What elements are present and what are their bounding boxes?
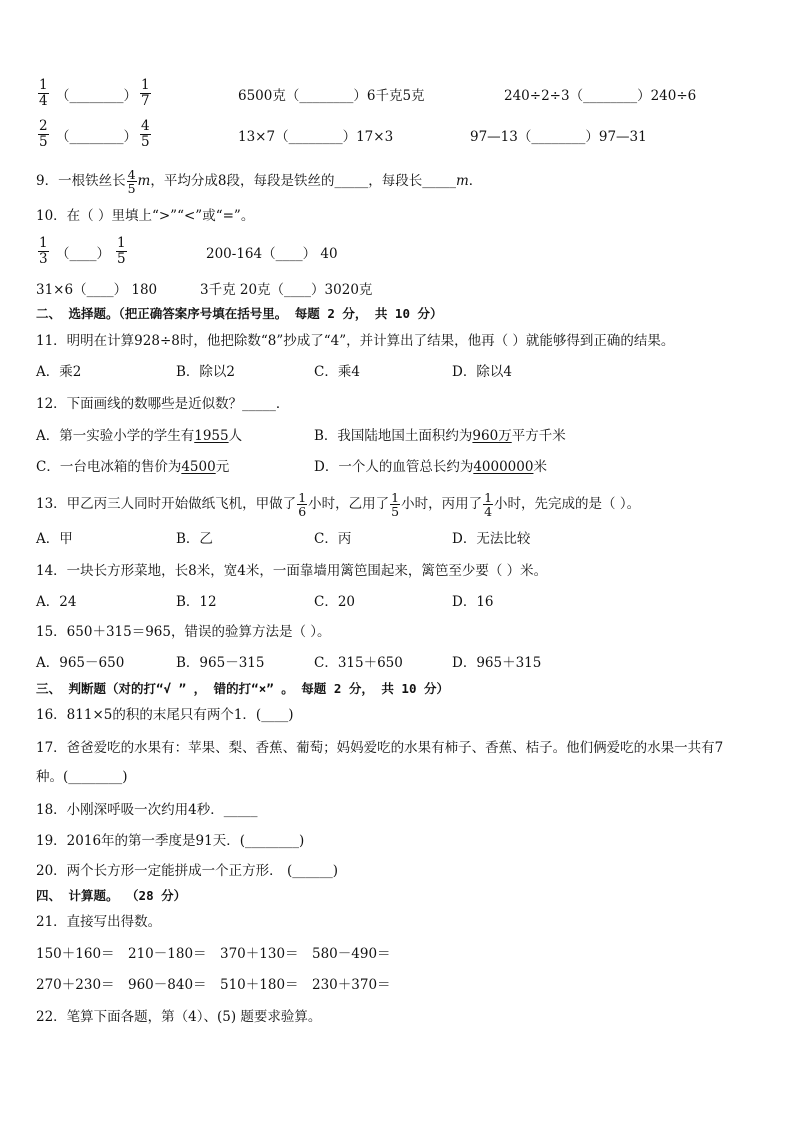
question-22-stem: 22．笔算下面各题，第（4）、(5) 题要求验算。 bbox=[36, 1009, 322, 1025]
fraction-4-5: $\frac{4}{5}$ bbox=[141, 118, 150, 150]
section-4-heading: 四、 计算题。 （28 分） bbox=[36, 888, 187, 903]
question-18[interactable]: 18．小刚深呼吸一次约用4秒．_____ bbox=[36, 802, 258, 818]
q15-option-d[interactable]: D．965＋315 bbox=[452, 655, 542, 671]
q15-option-c[interactable]: C．315＋650 bbox=[314, 655, 403, 671]
fraction-1-5: $\frac{1}{5}$ bbox=[117, 235, 126, 267]
q8-compare-multiply[interactable]: 13×7（________）17×3 bbox=[238, 129, 394, 145]
q11-option-b[interactable]: B．除以2 bbox=[176, 364, 236, 380]
q21-r1-c2[interactable]: 210－180＝ bbox=[128, 946, 207, 962]
question-9: 9．一根铁丝长 $\frac{4}{5}$ m，平均分成8段，每段是铁丝的_____，每段长_____m． bbox=[36, 167, 483, 196]
q12-option-a[interactable]: A．第一实验小学的学生有1955人 bbox=[36, 428, 243, 444]
q21-r2-c3[interactable]: 510＋180＝ bbox=[220, 977, 299, 993]
fraction-4-5-inline: $\frac{4}{5}$ bbox=[127, 167, 136, 196]
q12-option-d[interactable]: D．一个人的血管总长约为4000000米 bbox=[314, 459, 547, 475]
question-15-stem: 15．650＋315＝965，错误的验算方法是（ ）。 bbox=[36, 624, 331, 640]
q11-option-a[interactable]: A．乘2 bbox=[36, 364, 82, 380]
q8-compare-division[interactable]: 240÷2÷3（________）240÷6 bbox=[504, 88, 697, 104]
question-16[interactable]: 16．811×5的积的末尾只有两个1．(____) bbox=[36, 707, 294, 723]
section-3-heading: 三、 判断题（对的打“√ ” ， 错的打“×” 。 每题 2 分， 共 10 分） bbox=[36, 681, 450, 696]
fraction-1-4: $\frac{1}{4}$ bbox=[39, 77, 48, 109]
fraction-2-5: $\frac{2}{5}$ bbox=[39, 118, 48, 150]
section-2-heading: 二、 选择题。（把正确答案序号填在括号里。 每题 2 分， 共 10 分） bbox=[36, 306, 443, 321]
question-13-stem: 13．甲乙丙三人同时开始做纸飞机，甲做了 $\frac{1}{6}$ 小时，乙用了 $\frac{1}{5}$ 小时，丙用了 $\frac{1}{4}$ 小时，先完成的是（ ）。 bbox=[36, 490, 641, 519]
q12-option-b[interactable]: B．我国陆地国土面积约为960万平方千米 bbox=[314, 428, 566, 444]
q8-compare-weight[interactable]: 6500克（________）6千克5克 bbox=[238, 88, 425, 104]
q12-option-c[interactable]: C．一台电冰箱的售价为4500元 bbox=[36, 459, 230, 475]
q11-option-c[interactable]: C．乘4 bbox=[314, 364, 360, 380]
fraction-1-3: $\frac{1}{3}$ bbox=[39, 235, 48, 267]
question-21-stem: 21．直接写出得数。 bbox=[36, 914, 162, 930]
q13-option-b[interactable]: B．乙 bbox=[176, 531, 213, 547]
q8-blank-1[interactable]: （________） bbox=[56, 88, 137, 104]
q10-blank-1[interactable]: （____） bbox=[56, 246, 110, 262]
q21-r1-c4[interactable]: 580－490＝ bbox=[312, 946, 391, 962]
fraction-1-5-inline: $\frac{1}{5}$ bbox=[391, 490, 400, 519]
q13-option-c[interactable]: C．丙 bbox=[314, 531, 352, 547]
question-17-line-1: 17．爸爸爱吃的水果有：苹果、梨、香蕉、葡萄；妈妈爱吃的水果有柿子、香蕉、桔子。他们俩爱吃的水果一共有7 bbox=[36, 740, 724, 756]
q21-r2-c2[interactable]: 960－840＝ bbox=[128, 977, 207, 993]
fraction-1-7: $\frac{1}{7}$ bbox=[141, 77, 150, 109]
q15-option-a[interactable]: A．965－650 bbox=[36, 655, 125, 671]
fraction-1-6-inline: $\frac{1}{6}$ bbox=[298, 490, 307, 519]
q10-compare-weight[interactable]: 3千克 20克（____）3020克 bbox=[200, 282, 373, 298]
q8-blank-2[interactable]: （________） bbox=[56, 129, 137, 145]
q13-option-d[interactable]: D．无法比较 bbox=[452, 531, 531, 547]
question-20[interactable]: 20．两个长方形一定能拼成一个正方形． (______) bbox=[36, 863, 339, 879]
q10-compare-subtract[interactable]: 200-164（____） 40 bbox=[206, 246, 338, 262]
q21-r2-c4[interactable]: 230＋370＝ bbox=[312, 977, 391, 993]
q21-r2-c1[interactable]: 270＋230＝ bbox=[36, 977, 115, 993]
q14-option-d[interactable]: D．16 bbox=[452, 594, 494, 610]
q11-option-d[interactable]: D．除以4 bbox=[452, 364, 512, 380]
q21-r1-c1[interactable]: 150＋160＝ bbox=[36, 946, 115, 962]
fraction-1-4-inline: $\frac{1}{4}$ bbox=[484, 490, 493, 519]
q14-option-c[interactable]: C．20 bbox=[314, 594, 356, 610]
q14-option-a[interactable]: A．24 bbox=[36, 594, 77, 610]
q8-compare-subtract[interactable]: 97—13（________）97—31 bbox=[470, 129, 647, 145]
q14-option-b[interactable]: B．12 bbox=[176, 594, 217, 610]
question-17-line-2[interactable]: 种。(________) bbox=[36, 769, 128, 785]
question-12-stem: 12．下面画线的数哪些是近似数？_____． bbox=[36, 396, 290, 412]
question-14-stem: 14．一块长方形菜地，长8米，宽4米，一面靠墙用篱笆围起来，篱笆至少要（ ）米。 bbox=[36, 563, 548, 579]
q15-option-b[interactable]: B．965－315 bbox=[176, 655, 265, 671]
question-11-stem: 11．明明在计算928÷8时，他把除数“8”抄成了“4”，并计算出了结果，他再（ ）就能够得到正确的结果。 bbox=[36, 333, 675, 349]
question-10-stem: 10．在（ ）里填上“>”“<”或“=”。 bbox=[36, 208, 255, 224]
question-19[interactable]: 19．2016年的第一季度是91天．(________) bbox=[36, 833, 305, 849]
q21-r1-c3[interactable]: 370＋130＝ bbox=[220, 946, 299, 962]
q13-option-a[interactable]: A．甲 bbox=[36, 531, 73, 547]
q10-compare-multiply[interactable]: 31×6（____） 180 bbox=[36, 282, 158, 298]
